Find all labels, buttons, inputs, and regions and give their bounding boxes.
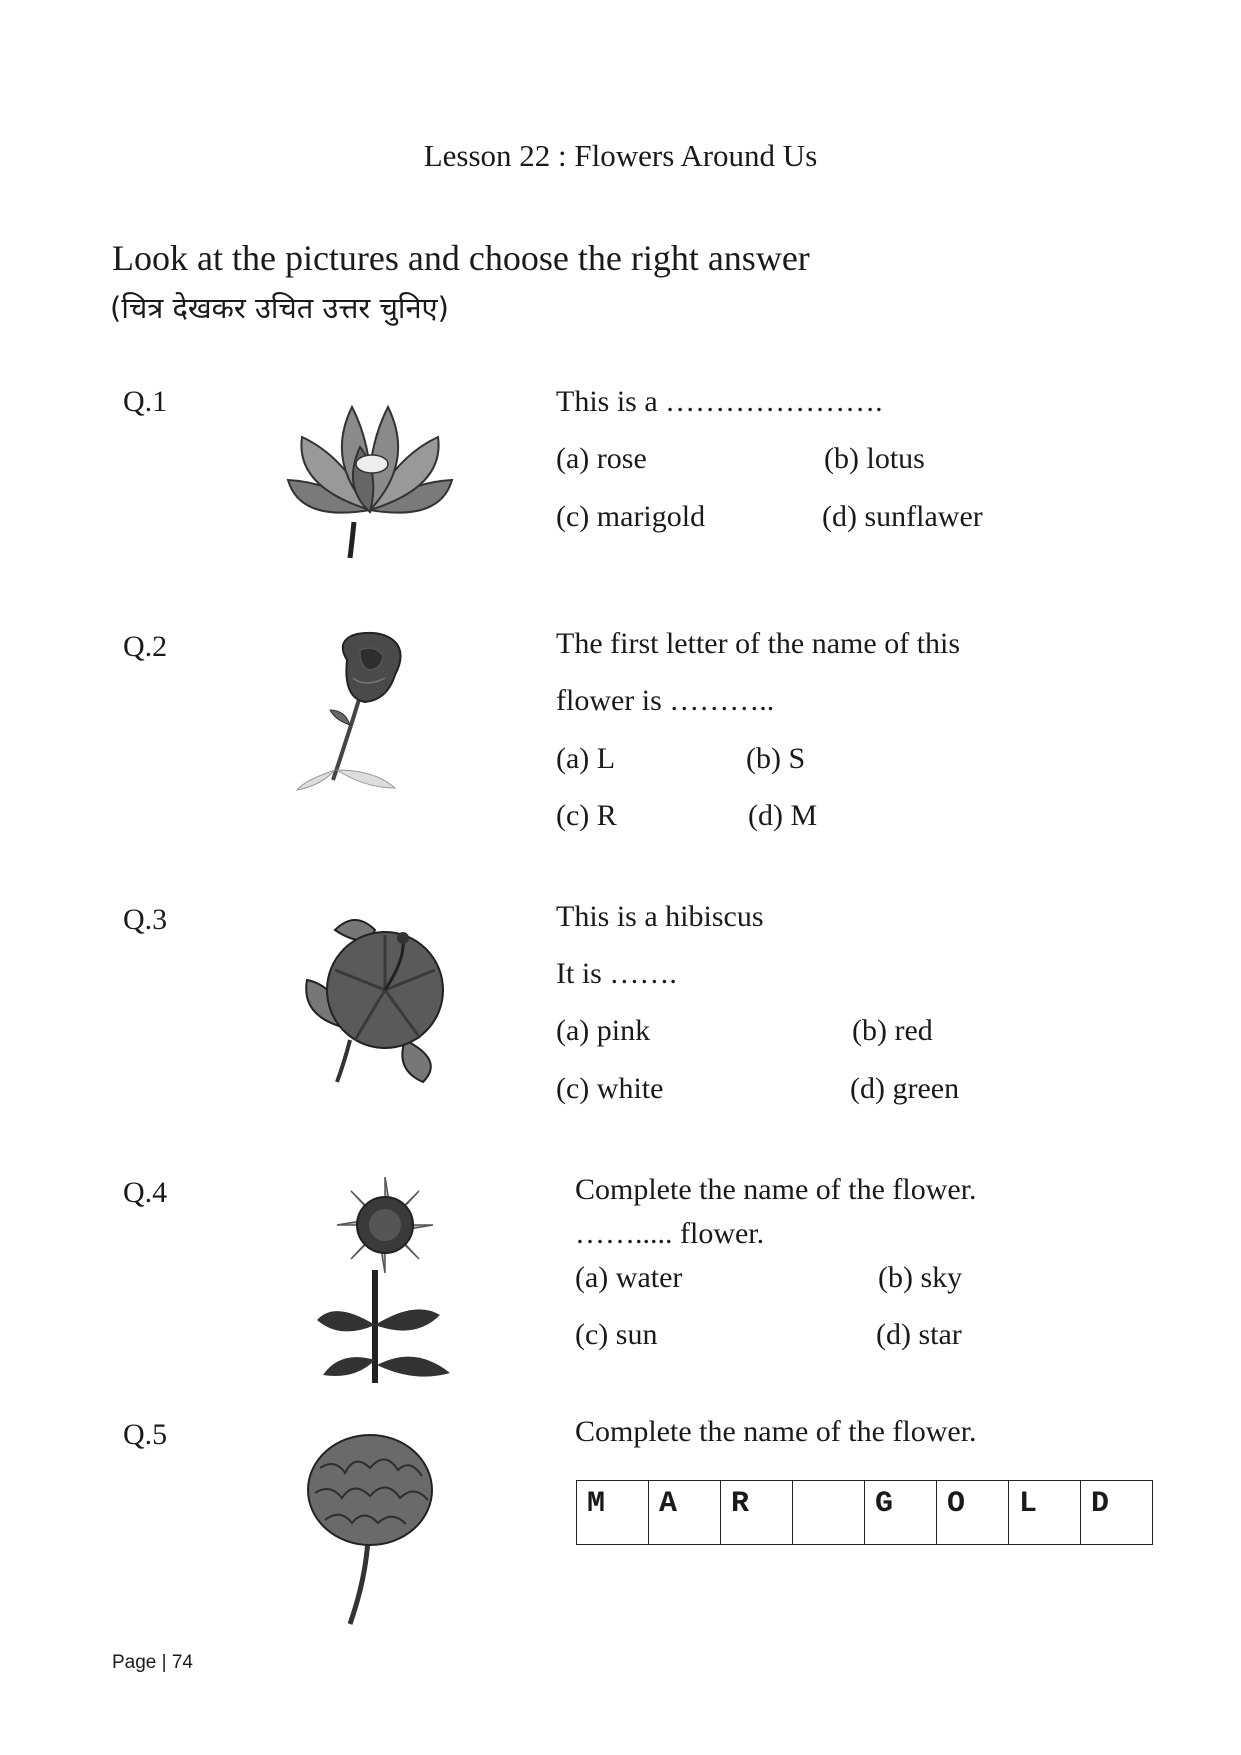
- letter-cell: R: [721, 1481, 793, 1545]
- question-3-text-line-1: This is a hibiscus: [556, 900, 764, 933]
- letter-cell: G: [865, 1481, 937, 1545]
- letter-grid: [576, 1480, 1153, 1545]
- sunflower-icon: [305, 1175, 465, 1385]
- question-2-label: Q.2: [123, 630, 168, 663]
- question-2-option-c: (c) R: [556, 799, 617, 832]
- question-4-text-line-1: Complete the name of the flower.: [575, 1173, 977, 1206]
- question-5-label: Q.5: [123, 1418, 168, 1451]
- rose-icon: [295, 630, 435, 795]
- question-3-label: Q.3: [123, 903, 168, 936]
- letter-cell: L: [1009, 1481, 1081, 1545]
- marigold-icon: [290, 1428, 460, 1628]
- hibiscus-icon: [295, 910, 465, 1085]
- letter-cell: O: [937, 1481, 1009, 1545]
- question-1-label: Q.1: [123, 385, 168, 418]
- letter-cell: D: [1081, 1481, 1153, 1545]
- question-2-text-line-2: flower is ………..: [556, 684, 775, 717]
- question-4-option-c: (c) sun: [575, 1318, 658, 1351]
- question-1-text: This is a ………………….: [556, 385, 883, 418]
- question-1-option-d: (d) sunflawer: [822, 500, 983, 533]
- question-3-option-c: (c) white: [556, 1072, 664, 1105]
- letter-cell-blank[interactable]: [793, 1481, 865, 1545]
- letter-cell: A: [649, 1481, 721, 1545]
- question-3-option-b: (b) red: [852, 1014, 933, 1047]
- question-1-option-b: (b) lotus: [824, 442, 925, 475]
- question-3-option-a: (a) pink: [556, 1014, 651, 1047]
- question-3-text-line-2: It is …….: [556, 957, 677, 990]
- question-3-option-d: (d) green: [850, 1072, 960, 1105]
- question-1-option-c: (c) marigold: [556, 500, 706, 533]
- question-2-option-b: (b) S: [746, 742, 806, 775]
- lotus-icon: [280, 392, 460, 562]
- question-2-option-d: (d) M: [748, 799, 818, 832]
- page-title: Lesson 22 : Flowers Around Us: [423, 138, 818, 173]
- instruction: Look at the pictures and choose the right answer: [112, 238, 810, 278]
- question-4-text-line-2: ……..... flower.: [575, 1217, 765, 1250]
- page-footer: Page | 74: [112, 1652, 194, 1673]
- question-4-option-b: (b) sky: [878, 1261, 963, 1294]
- question-1-option-a: (a) rose: [556, 442, 647, 475]
- question-4-option-a: (a) water: [575, 1261, 683, 1294]
- instruction-hindi: (चित्र देखकर उचित उत्तर चुनिए): [110, 291, 449, 325]
- question-2-option-a: (a) L: [556, 742, 616, 775]
- question-4-option-d: (d) star: [876, 1318, 962, 1351]
- question-5-text: Complete the name of the flower.: [575, 1415, 977, 1448]
- question-4-label: Q.4: [123, 1176, 168, 1209]
- letter-cell: M: [577, 1481, 649, 1545]
- question-2-text-line-1: The first letter of the name of this: [556, 627, 961, 660]
